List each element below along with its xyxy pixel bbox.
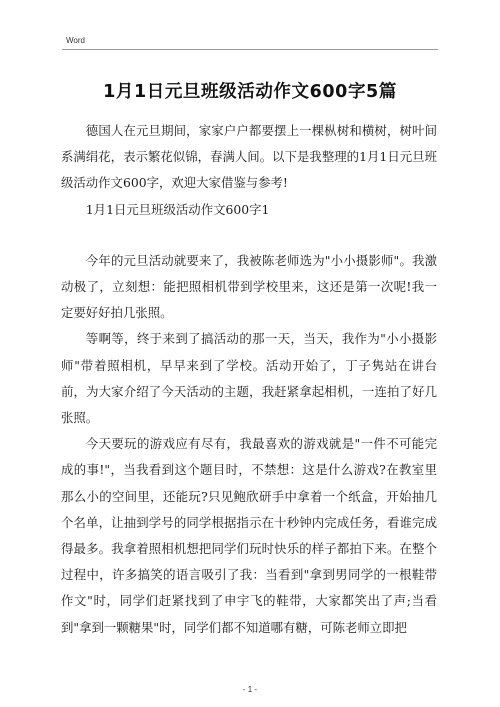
body-paragraph-1: 今年的元旦活动就要来了，我被陈老师选为"小小摄影师"。我激动极了，立刻想：能把照相机带到学校里来，这还是第一次呢!我一定要好好拍几张照。 [61, 252, 437, 321]
body-paragraph-3: 今天要玩的游戏应有尽有，我最喜欢的游戏就是"一件不可能完成的事!"，当我看到这个题目时，不禁想：这是什么游戏?在教室里那么小的空间里，还能玩?只见鲍欣研手中拿着一个纸盒，开始抽几个名单，让抽到学号的同学根据指示在十秒钟内完成任务，看谁完成得最多。我拿着照相机想把同学们玩时快乐的样子都拍下来。在整个过程中，许多搞笑的语言吸引了我：当看到"拿到男同学的一根鞋带作文"时，同学们赶紧找到了申宇飞的鞋带，大家都笑出了声;当看到"拿到一颗糖果"时，同学们都不知道哪有糖，可陈老师立即把 [61, 436, 437, 635]
paragraph-spacer [61, 223, 437, 248]
page-number: - 1 - [242, 685, 258, 694]
body-paragraph-2: 等啊等，终于来到了搞活动的那一天，当天，我作为"小小摄影师"带着照相机，早早来到了学校。活动开始了，丁子隽站在讲台前，为大家介绍了今天活动的主题，我赶紧拿起相机，一连拍了好几张照。 [61, 331, 437, 426]
header-label: Word [66, 36, 85, 45]
intro-paragraph: 德国人在元旦期间，家家户户都要摆上一棵枞树和横树，树叶间系满绢花，表示繁花似锦，春满人间。以下是我整理的1月1日元旦班级活动作文600字，欢迎大家借鉴与参考! [61, 123, 437, 191]
document-body [61, 118, 437, 641]
header-divider [62, 49, 438, 50]
section-heading: 1月1日元旦班级活动作文600字1 [85, 201, 270, 217]
document-title: 1月1日元旦班级活动作文600字5篇 [103, 82, 397, 102]
